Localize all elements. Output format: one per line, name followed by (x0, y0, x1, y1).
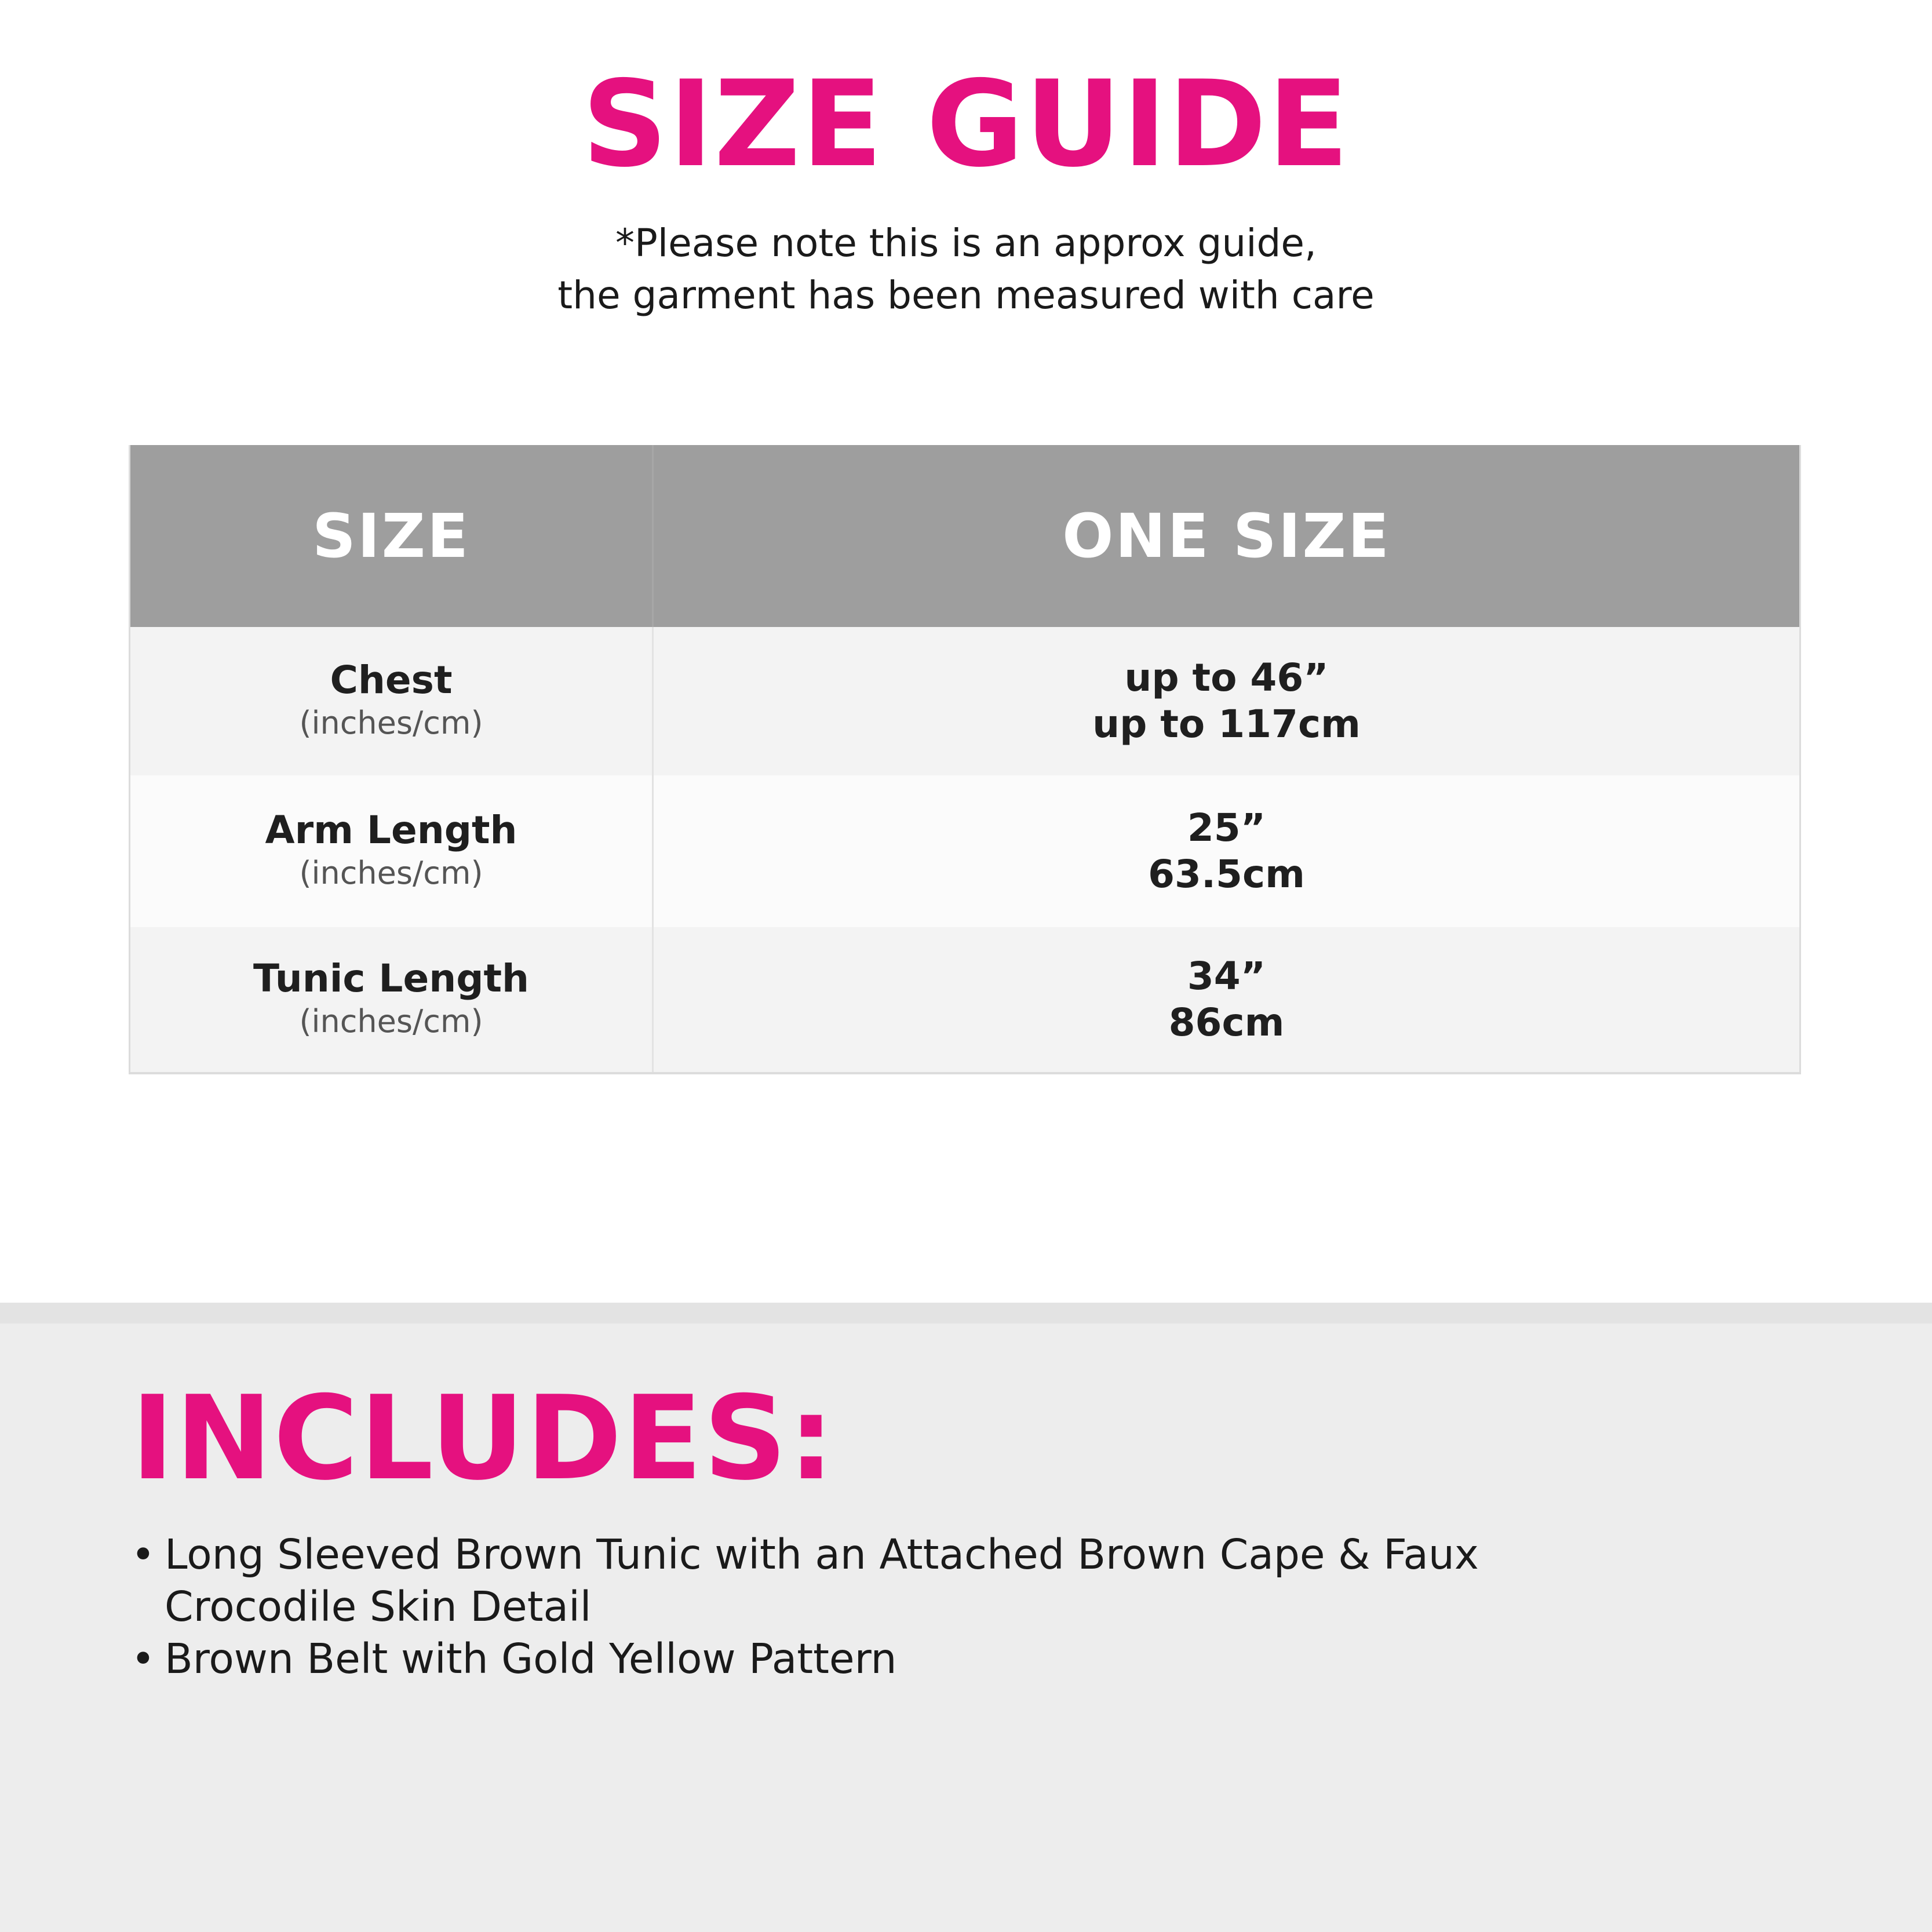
row-value-cell (654, 627, 1799, 775)
bullet-icon: • (131, 1635, 155, 1683)
page-title: SIZE GUIDE (582, 56, 1350, 194)
table-header-row (130, 445, 1799, 627)
list-item (131, 1633, 1638, 1685)
includes-list (131, 1529, 1638, 1685)
value-cm: 63.5cm (1148, 852, 1305, 896)
row-label-cell (130, 627, 654, 775)
bullet-icon: • (131, 1530, 155, 1579)
row-label-cell (130, 927, 654, 1072)
row-unit-label: (inches/cm) (299, 855, 483, 891)
row-label: Chest (330, 658, 453, 702)
includes-title: INCLUDES: (131, 1371, 836, 1506)
header-one-size: ONE SIZE (1062, 501, 1391, 571)
list-item-text: Long Sleeved Brown Tunic with an Attached Brown Cape & Faux Crocodile Skin Detail (165, 1530, 1479, 1631)
table-row-tunic-length (130, 927, 1799, 1072)
value-inches: up to 46” (1124, 655, 1329, 700)
row-label: Tunic Length (253, 956, 530, 1001)
value-cm: 86cm (1168, 1000, 1285, 1045)
includes-section (0, 1303, 1932, 1932)
value-cm: up to 117cm (1092, 702, 1361, 746)
row-value-cell (654, 775, 1799, 927)
value-inches: 25” (1187, 805, 1266, 850)
row-label: Arm Length (265, 808, 517, 852)
list-item (131, 1529, 1638, 1633)
note-line-2: the garment has been measured with care (557, 273, 1375, 318)
header-size: SIZE (130, 445, 654, 627)
row-label-cell (130, 775, 654, 927)
row-value-cell (654, 927, 1799, 1072)
row-unit-label: (inches/cm) (299, 1003, 483, 1040)
table-row-chest (130, 627, 1799, 775)
size-guide-note (0, 217, 1932, 322)
value-inches: 34” (1187, 954, 1266, 998)
section-divider (0, 1303, 1932, 1324)
list-item-text: Brown Belt with Gold Yellow Pattern (165, 1635, 897, 1683)
size-table (129, 445, 1801, 1074)
table-row-arm-length (130, 775, 1799, 927)
row-unit-label: (inches/cm) (299, 705, 483, 741)
note-line-1: *Please note this is an approx guide, (615, 221, 1317, 265)
